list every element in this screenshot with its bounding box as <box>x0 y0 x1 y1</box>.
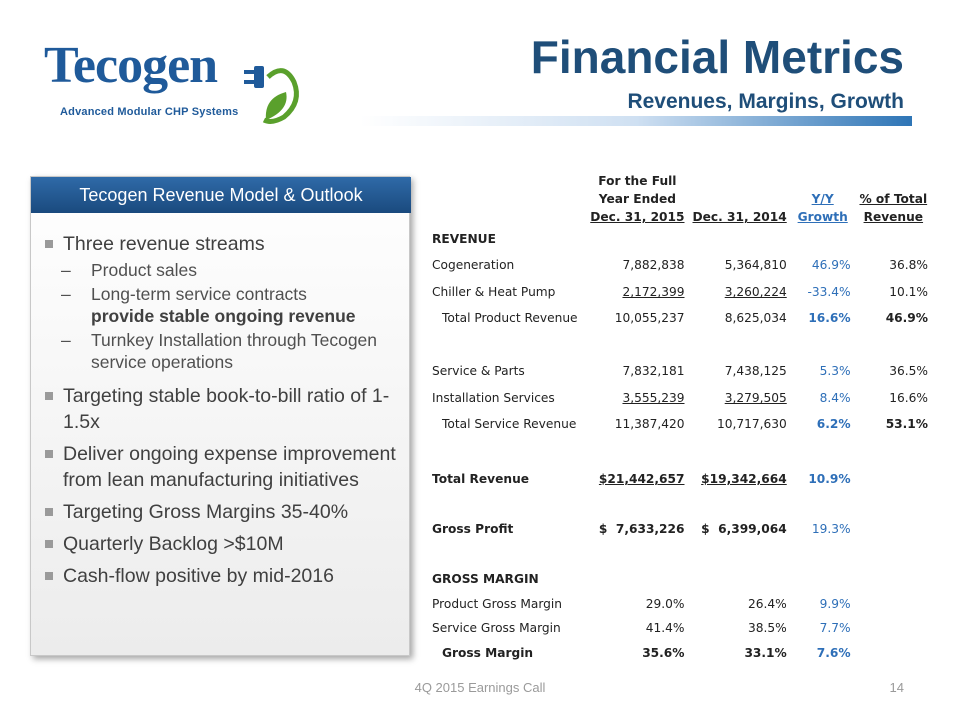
page-subtitle: Revenues, Margins, Growth <box>627 90 904 113</box>
table-row: Cogeneration 7,882,838 5,364,810 46.9% 36.8% <box>432 258 928 272</box>
table-header-cell: Dec. 31, 2014 <box>692 210 787 224</box>
table-header-cell: % of Total Revenue <box>859 192 928 224</box>
table-row: Product Gross Margin 29.0% 26.4% 9.9% <box>432 597 851 611</box>
dash-icon: – <box>61 260 71 280</box>
panel-heading: Tecogen Revenue Model & Outlook <box>31 177 411 213</box>
logo-wordmark: Tecogen <box>44 37 218 94</box>
logo-tagline: Advanced Modular CHP Systems <box>60 106 239 118</box>
spacer-row <box>428 436 932 466</box>
table-row: Gross Profit $ 7,633,226 $ 6,399,064 19.3% <box>432 522 851 536</box>
bullet-square-icon <box>45 240 53 248</box>
bullet-item: Three revenue streams <box>45 231 405 257</box>
bullet-item: Deliver ongoing expense improvement from lean manufacturing initiatives <box>45 441 405 493</box>
revenue-model-panel <box>30 176 410 656</box>
dash-icon: – <box>61 284 71 304</box>
company-logo <box>44 36 314 136</box>
bullet-item: Quarterly Backlog >$10M <box>45 531 405 557</box>
bullet-list <box>45 225 405 589</box>
bullet-square-icon <box>45 540 53 548</box>
table-row: Service & Parts 7,832,181 7,438,125 5.3% 36.5% <box>432 364 928 378</box>
table-header-cell: Y/Y Growth <box>797 192 848 224</box>
table-row: Installation Services 3,555,239 3,279,505 8.4% 16.6% <box>432 391 928 405</box>
bullet-square-icon <box>45 508 53 516</box>
bullet-square-icon <box>45 392 53 400</box>
bullet-square-icon <box>45 450 53 458</box>
plug-leaf-icon <box>244 62 314 132</box>
table-row: Total Service Revenue 11,387,420 10,717,630 6.2% 53.1% <box>442 417 928 431</box>
table-row: REVENUE <box>432 232 496 246</box>
table-header-cell: For the Full Year Ended Dec. 31, 2015 <box>590 174 685 224</box>
footer-text: 4Q 2015 Earnings Call <box>414 680 546 695</box>
table-row: Total Product Revenue 10,055,237 8,625,034 16.6% 46.9% <box>442 311 928 325</box>
spacer-row <box>428 542 932 566</box>
sub-bullet-item: – Product sales <box>61 260 198 280</box>
table-row: GROSS MARGIN <box>432 572 539 586</box>
dash-icon: – <box>61 330 71 350</box>
table-row: Gross Margin 35.6% 33.1% 7.6% <box>442 646 851 660</box>
bullet-item: Cash-flow positive by mid-2016 <box>45 563 405 589</box>
table-row: Total Revenue $21,442,657 $19,342,664 10.9% <box>432 472 851 486</box>
page-title: Financial Metrics <box>530 31 904 83</box>
table-header-row <box>428 168 932 226</box>
sub-bullet-item: – Turnkey Installation through Tecogen service operations <box>61 330 378 372</box>
table-row: Chiller & Heat Pump 2,172,399 3,260,224 -33.4% 10.1% <box>432 285 928 299</box>
table-row: Service Gross Margin 41.4% 38.5% 7.7% <box>432 621 851 635</box>
table-header-cell <box>428 168 586 226</box>
sub-bullet-item: – Long-term service contracts provide stable ongoing revenue <box>61 284 356 326</box>
bullet-item: Targeting Gross Margins 35-40% <box>45 499 405 525</box>
page-number: 14 <box>889 680 904 695</box>
title-underline-bar <box>360 116 912 126</box>
financial-table <box>428 168 932 666</box>
spacer-row <box>428 492 932 516</box>
bullet-square-icon <box>45 572 53 580</box>
spacer-row <box>428 330 932 358</box>
bullet-item: Targeting stable book-to-bill ratio of 1-1.5x <box>45 383 405 435</box>
